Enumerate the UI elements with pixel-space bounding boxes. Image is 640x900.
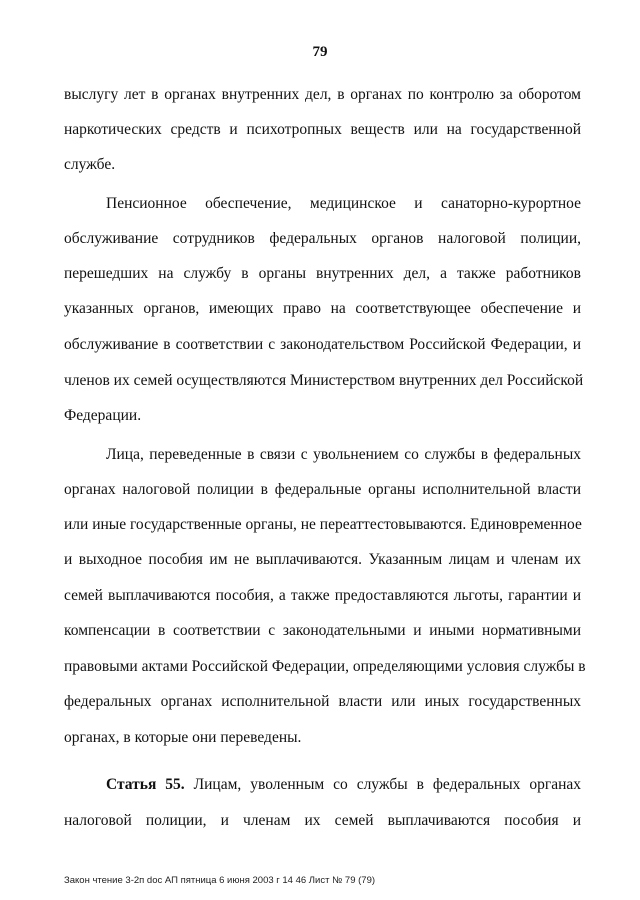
text-line: обслуживание сотрудников федеральных органов налоговой полиции, [64,230,581,247]
text-line: Федерации. [64,407,142,424]
article-55-first-line [64,776,581,794]
text-line: органах, в которые они переведены. [64,729,302,746]
text-line: семей выплачиваются пособия, а также предоставляются льготы, гарантии и [64,587,581,604]
text-line: федеральных органах исполнительной власти или иных государственных [64,693,581,710]
text-line: налоговой полиции, и членам их семей выплачиваются пособия и [64,812,581,829]
text-line: органах налоговой полиции в федеральные органы исполнительной власти [64,481,581,498]
text-line: наркотических средств и психотропных веществ или на государственной [64,121,581,138]
text-line: компенсации в соответствии с законодательными и иными нормативными [64,622,581,639]
text-line: или иные государственные органы, не переаттестовываются. Единовременное [64,516,582,533]
page-number: 79 [312,44,328,60]
article-text: Лицам, уволенным со службы в федеральных органах [193,776,581,793]
document-footer: Закон чтение 3-2п doc АП пятница 6 июня 2003 г 14 46 Лист № 79 (79) [64,875,376,886]
paragraph-first-line: Пенсионное обеспечение, медицинское и санаторно-курортное [106,195,581,212]
text-line: выслугу лет в органах внутренних дел, в органах по контролю за оборотом [64,86,581,103]
text-line: указанных органов, имеющих право на соответствующее обеспечение и [64,300,581,317]
text-line: обслуживание в соответствии с законодательством Российской Федерации, и [64,336,581,353]
text-line: службе. [64,156,116,173]
article-label: Статья 55. [106,776,185,793]
text-line: правовыми актами Российской Федерации, определяющими условия службы в [64,658,586,675]
text-line: перешедших на службу в органы внутренних дел, а также работников [64,265,581,282]
text-line: и выходное пособия им не выплачиваются. Указанным лицам и членам их [64,551,581,568]
text-line: членов их семей осуществляются Министерством внутренних дел Российской [64,372,584,389]
paragraph-first-line: Лица, переведенные в связи с увольнением со службы в федеральных [106,446,581,463]
